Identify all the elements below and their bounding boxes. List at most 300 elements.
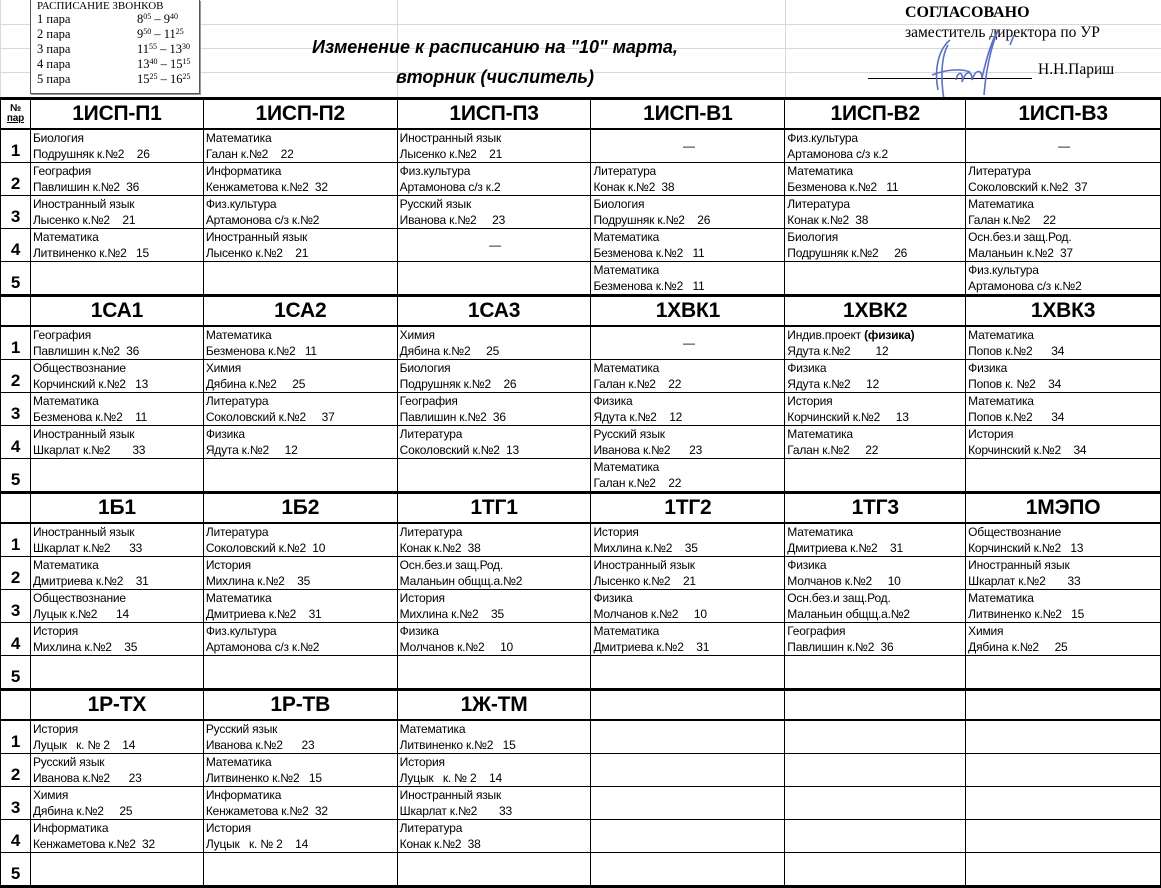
lesson-cell[interactable] — [785, 623, 966, 656]
group-name — [591, 690, 785, 721]
lesson-cell[interactable] — [591, 326, 785, 360]
subject-text: История — [399, 591, 445, 605]
lesson-subject — [33, 623, 203, 639]
group-name: 1ИСП-В3 — [966, 99, 1161, 130]
lesson-cell[interactable] — [203, 196, 397, 229]
lesson-cell[interactable] — [30, 229, 203, 262]
group-name: 1ХВК2 — [785, 296, 966, 327]
lesson-cell[interactable] — [591, 360, 785, 393]
lesson-subject — [33, 721, 203, 737]
lesson-subject — [33, 196, 203, 212]
lesson-cell[interactable] — [591, 754, 785, 787]
time-minutes: 05 — [143, 12, 152, 21]
lesson-cell[interactable] — [397, 754, 591, 787]
lesson-cell[interactable] — [203, 623, 397, 656]
lesson-teacher-room: Луцык к. № 2 14 — [205, 837, 309, 851]
lesson-cell[interactable] — [397, 787, 591, 820]
lesson-teacher-room: Конак к.№2 38 — [593, 180, 675, 194]
lesson-cell[interactable] — [397, 229, 591, 262]
lesson-cell[interactable] — [203, 523, 397, 557]
lesson-cell[interactable] — [966, 523, 1161, 557]
bell-time: $8^{05} - 9^{40}$ — [137, 12, 178, 26]
time-hours: 15 — [170, 57, 183, 71]
lesson-teacher-room: Корчинский к.№2 13 — [787, 410, 909, 424]
pair-number: 4 — [1, 820, 31, 853]
lesson-cell[interactable] — [966, 393, 1161, 426]
subject-text: Физика — [968, 361, 1008, 375]
lesson-cell[interactable] — [591, 656, 785, 690]
pair-number: 2 — [1, 754, 31, 787]
pair-number: 3 — [1, 196, 31, 229]
subject-text: Математика — [787, 427, 853, 441]
lesson-subject — [400, 721, 591, 737]
subject-text: Математика — [968, 591, 1034, 605]
lesson-cell[interactable] — [203, 590, 397, 623]
bell-row — [37, 57, 199, 72]
time-minutes: 25 — [182, 72, 191, 81]
lesson-cell[interactable] — [966, 360, 1161, 393]
subject-text: Математика — [205, 755, 272, 769]
subject-text: История — [205, 558, 251, 572]
lesson-subject — [400, 590, 591, 606]
lesson-cell[interactable] — [591, 163, 785, 196]
lesson-subject — [968, 524, 1160, 540]
lesson-cell[interactable] — [966, 590, 1161, 623]
pair-number: 1 — [1, 523, 31, 557]
lesson-subject — [787, 229, 965, 245]
lesson-subject — [400, 393, 591, 409]
subject-text: Литература — [205, 525, 269, 539]
subject-text: Физика — [787, 361, 827, 375]
group-name: 1ИСП-П2 — [203, 99, 397, 130]
lesson-teacher-room: Соколовский к.№2 10 — [205, 541, 326, 555]
lesson-cell[interactable] — [203, 229, 397, 262]
subject-text: Физ.культура — [787, 131, 858, 145]
lesson-teacher-room: Дябина к.№2 25 — [205, 377, 306, 391]
lesson-cell[interactable] — [966, 196, 1161, 229]
lesson-cell[interactable] — [785, 853, 966, 887]
subject-text: Физ.культура — [205, 197, 277, 211]
pair-number: 5 — [1, 853, 31, 887]
lesson-subject — [593, 262, 784, 278]
group-name: 1ТГ2 — [591, 493, 785, 524]
group-name: 1ТГ3 — [785, 493, 966, 524]
lesson-subject — [593, 426, 784, 442]
lesson-cell[interactable] — [397, 820, 591, 853]
lesson-cell[interactable] — [30, 393, 203, 426]
lesson-cell[interactable] — [203, 557, 397, 590]
lesson-cell[interactable] — [591, 853, 785, 887]
lesson-cell[interactable] — [785, 360, 966, 393]
lesson-teacher-room: Безменова к.№2 11 — [205, 344, 317, 358]
lesson-cell[interactable] — [397, 360, 591, 393]
subject-text: Иностранный язык — [593, 558, 695, 572]
lesson-subject — [33, 524, 203, 540]
lesson-subject — [206, 787, 397, 803]
lesson-teacher-room: Лысенко к.№2 21 — [593, 574, 696, 588]
lesson-cell[interactable] — [30, 754, 203, 787]
pair-number: 5 — [1, 262, 31, 296]
lesson-teacher-room: Маланьин общщ.а.№2 — [787, 607, 910, 621]
subject-text: Математика — [968, 328, 1034, 342]
lesson-cell[interactable] — [785, 590, 966, 623]
lesson-row — [1, 623, 1161, 656]
pair-number: 1 — [1, 326, 31, 360]
lesson-cell[interactable] — [591, 196, 785, 229]
no-lesson-dash: — — [489, 238, 501, 252]
lesson-cell[interactable] — [203, 426, 397, 459]
lesson-subject — [33, 327, 203, 343]
lesson-teacher-room: Шкарлат к.№2 33 — [32, 443, 146, 457]
lesson-teacher-room: Литвиненко к.№2 15 — [205, 771, 322, 785]
lesson-cell[interactable] — [591, 426, 785, 459]
subject-text: Осн.без.и защ.Род. — [787, 591, 891, 605]
lesson-cell[interactable] — [30, 262, 203, 296]
time-minutes: 25 — [175, 27, 184, 36]
lesson-subject — [400, 360, 591, 376]
lesson-subject — [787, 393, 965, 409]
lesson-teacher-room: Безменова к.№2 11 — [593, 246, 705, 260]
lesson-cell[interactable] — [785, 787, 966, 820]
subject-text: Математика — [205, 131, 272, 145]
lesson-teacher-room: Безменова к.№2 11 — [787, 180, 899, 194]
lesson-teacher-room: Шкарлат к.№2 33 — [968, 574, 1081, 588]
lesson-subject — [593, 459, 784, 475]
lesson-subject — [206, 623, 397, 639]
lesson-teacher-room: Ядута к.№2 12 — [205, 443, 298, 457]
lesson-teacher-room: Попов к. №2 34 — [968, 377, 1062, 391]
lesson-cell[interactable] — [966, 720, 1161, 754]
lesson-teacher-room: Дмитриева к.№2 31 — [787, 541, 903, 555]
lesson-cell[interactable] — [785, 393, 966, 426]
lesson-cell[interactable] — [966, 557, 1161, 590]
lesson-cell[interactable] — [591, 820, 785, 853]
lesson-cell[interactable] — [966, 853, 1161, 887]
lesson-cell[interactable] — [591, 393, 785, 426]
lesson-row — [1, 163, 1161, 196]
pair-number: 5 — [1, 656, 31, 690]
lesson-teacher-room: Попов к.№2 34 — [968, 410, 1065, 424]
lesson-subject — [968, 262, 1160, 278]
no-lesson-dash: — — [1058, 139, 1070, 153]
lesson-cell[interactable] — [966, 623, 1161, 656]
subject-text: Биология — [593, 197, 645, 211]
lesson-cell[interactable] — [397, 129, 591, 163]
no-lesson-dash: — — [682, 336, 695, 350]
lesson-cell[interactable] — [785, 656, 966, 690]
subject-text: Математика — [593, 230, 660, 244]
subject-text: Математика — [32, 558, 99, 572]
subject-text: История — [32, 722, 79, 736]
lesson-cell[interactable] — [591, 129, 785, 163]
lesson-cell[interactable] — [203, 787, 397, 820]
time-hours: 11 — [163, 27, 176, 41]
lesson-subject — [400, 787, 591, 803]
lesson-cell[interactable] — [203, 820, 397, 853]
lesson-subject — [206, 360, 397, 376]
bell-schedule-title: РАСПИСАНИЕ ЗВОНКОВ — [37, 0, 164, 12]
lesson-cell[interactable] — [30, 656, 203, 690]
lesson-teacher-room: Подрушняк к.№2 26 — [399, 377, 517, 391]
group-name: 1Р-ТВ — [203, 690, 397, 721]
lesson-teacher-room: Артамонова с/з к.№2 — [968, 279, 1082, 293]
subject-text: Индив.проект — [787, 328, 861, 342]
time-minutes: 25 — [149, 72, 158, 81]
lesson-cell[interactable] — [785, 557, 966, 590]
lesson-teacher-room: Луцык к. № 2 14 — [32, 738, 136, 752]
group-name: 1ИСП-В2 — [785, 99, 966, 130]
lesson-row — [1, 820, 1161, 853]
lesson-cell[interactable] — [397, 262, 591, 296]
lesson-subject — [593, 590, 784, 606]
lesson-cell[interactable] — [591, 459, 785, 493]
pair-number-header — [1, 493, 31, 524]
lesson-teacher-room: Подрушняк к.№2 26 — [32, 147, 150, 161]
subject-text: Русский язык — [205, 722, 278, 736]
lesson-cell[interactable] — [397, 196, 591, 229]
lesson-cell[interactable] — [203, 129, 397, 163]
lesson-teacher-room: Иванова к.№2 23 — [593, 443, 703, 457]
lesson-cell[interactable] — [30, 426, 203, 459]
lesson-teacher-room: Артамонова с/з к.№2 — [205, 640, 320, 654]
lesson-cell[interactable] — [785, 262, 966, 296]
approval-heading: СОГЛАСОВАНО — [905, 4, 1030, 21]
lesson-cell[interactable] — [966, 787, 1161, 820]
bell-pair: 2 пара — [37, 27, 71, 41]
lesson-cell[interactable] — [785, 426, 966, 459]
time-hours: 16 — [170, 72, 183, 86]
lesson-teacher-room: Кенжаметова к.№2 32 — [32, 837, 155, 851]
lesson-subject — [206, 327, 397, 343]
lesson-subject — [593, 360, 784, 376]
group-name: 1ИСП-В1 — [591, 99, 785, 130]
lesson-subject — [968, 393, 1160, 409]
lesson-cell[interactable] — [30, 523, 203, 557]
lesson-cell[interactable] — [966, 229, 1161, 262]
lesson-cell[interactable] — [785, 720, 966, 754]
lesson-cell[interactable] — [30, 163, 203, 196]
subject-text: Литература — [593, 164, 657, 178]
subject-text: Информатика — [205, 164, 282, 178]
lesson-teacher-room: Дябина к.№2 25 — [399, 344, 500, 358]
lesson-cell[interactable] — [785, 754, 966, 787]
lesson-cell[interactable] — [785, 326, 966, 360]
lesson-cell[interactable] — [397, 557, 591, 590]
lesson-cell[interactable] — [966, 262, 1161, 296]
lesson-cell[interactable] — [203, 459, 397, 493]
approval-block — [820, 0, 1161, 97]
lesson-cell[interactable] — [397, 853, 591, 887]
lesson-cell[interactable] — [397, 163, 591, 196]
lesson-teacher-room: Шкарлат к.№2 33 — [399, 804, 512, 818]
lesson-cell[interactable] — [397, 656, 591, 690]
lesson-row — [1, 787, 1161, 820]
subject-text: История — [593, 525, 639, 539]
lesson-cell[interactable] — [785, 523, 966, 557]
lesson-cell[interactable] — [785, 459, 966, 493]
lesson-cell[interactable] — [30, 557, 203, 590]
lesson-cell[interactable] — [30, 360, 203, 393]
pair-number: 4 — [1, 229, 31, 262]
lesson-row — [1, 262, 1161, 296]
lesson-row — [1, 590, 1161, 623]
lesson-cell[interactable] — [30, 853, 203, 887]
subject-text: Физика — [787, 558, 827, 572]
pair-number: 3 — [1, 590, 31, 623]
lesson-subject — [33, 229, 203, 245]
lesson-cell[interactable] — [30, 590, 203, 623]
lesson-cell[interactable] — [785, 820, 966, 853]
lesson-cell[interactable] — [966, 459, 1161, 493]
subject-text: История — [968, 427, 1014, 441]
subject-text: Иностранный язык — [399, 131, 502, 145]
lesson-subject — [787, 130, 965, 146]
subject-text: Физ.культура — [205, 624, 277, 638]
subject-text: Биология — [787, 230, 839, 244]
lesson-teacher-room: Ядута к.№2 12 — [787, 344, 889, 358]
lesson-cell[interactable] — [30, 326, 203, 360]
lesson-teacher-room: Павлишин к.№2 36 — [787, 640, 894, 654]
lesson-teacher-room: Конак к.№2 38 — [399, 541, 481, 555]
lesson-cell[interactable] — [30, 820, 203, 853]
lesson-cell[interactable] — [591, 557, 785, 590]
lesson-cell[interactable] — [591, 262, 785, 296]
subject-text: Иностранный язык — [968, 558, 1070, 572]
lesson-row — [1, 459, 1161, 493]
bell-pair: 5 пара — [37, 72, 71, 86]
lesson-teacher-room: Литвиненко к.№2 15 — [968, 607, 1085, 621]
lesson-cell[interactable] — [397, 426, 591, 459]
subject-text: Математика — [787, 164, 853, 178]
pair-number: 1 — [1, 720, 31, 754]
group-name: 1ТГ1 — [397, 493, 591, 524]
lesson-teacher-room: Михлина к.№2 35 — [205, 574, 311, 588]
lesson-teacher-room: Артамонова с/з к.№2 — [205, 213, 320, 227]
lesson-subject — [206, 393, 397, 409]
lesson-cell[interactable] — [30, 623, 203, 656]
lesson-row — [1, 229, 1161, 262]
lesson-cell[interactable] — [966, 426, 1161, 459]
lesson-cell[interactable] — [966, 754, 1161, 787]
lesson-teacher-room: Попов к.№2 34 — [968, 344, 1065, 358]
approver-name: Н.Н.Париш — [1038, 61, 1115, 78]
lesson-cell[interactable] — [203, 720, 397, 754]
lesson-subject — [968, 557, 1160, 573]
lesson-teacher-room: Безменова к.№2 11 — [593, 279, 705, 293]
lesson-cell[interactable] — [785, 129, 966, 163]
lesson-cell[interactable] — [203, 262, 397, 296]
lesson-cell[interactable] — [785, 196, 966, 229]
lesson-teacher-room: Маланьин к.№2 37 — [968, 246, 1073, 260]
lesson-cell[interactable] — [785, 163, 966, 196]
time-minutes: 30 — [182, 42, 191, 51]
lesson-cell[interactable] — [591, 523, 785, 557]
lesson-cell[interactable] — [30, 787, 203, 820]
lesson-cell[interactable] — [591, 623, 785, 656]
lesson-cell[interactable] — [591, 590, 785, 623]
bell-row — [37, 12, 199, 27]
lesson-cell[interactable] — [397, 326, 591, 360]
lesson-cell[interactable] — [30, 129, 203, 163]
lesson-cell[interactable] — [966, 820, 1161, 853]
pair-number: 2 — [1, 557, 31, 590]
lesson-cell[interactable] — [966, 129, 1161, 163]
lesson-subject — [968, 623, 1160, 639]
lesson-cell[interactable] — [397, 623, 591, 656]
lesson-cell[interactable] — [30, 720, 203, 754]
time-minutes: 55 — [149, 42, 158, 51]
no-lesson-dash: — — [682, 139, 695, 153]
page-title — [250, 32, 740, 92]
group-header-row — [1, 493, 1161, 524]
lesson-cell[interactable] — [397, 459, 591, 493]
lesson-row — [1, 656, 1161, 690]
subject-text: Осн.без.и защ.Род. — [968, 230, 1072, 244]
lesson-cell[interactable] — [966, 656, 1161, 690]
lesson-cell[interactable] — [397, 590, 591, 623]
lesson-teacher-room: Павлишин к.№2 36 — [399, 410, 506, 424]
lesson-cell[interactable] — [591, 229, 785, 262]
lesson-cell[interactable] — [203, 360, 397, 393]
lesson-cell[interactable] — [30, 196, 203, 229]
lesson-teacher-room: Шкарлат к.№2 33 — [32, 541, 143, 555]
subject-text: Физика — [205, 427, 245, 441]
subject-text: Литература — [968, 164, 1031, 178]
lesson-cell[interactable] — [397, 720, 591, 754]
lesson-cell[interactable] — [203, 656, 397, 690]
pair-number: 2 — [1, 163, 31, 196]
lesson-subject — [400, 524, 591, 540]
lesson-row — [1, 523, 1161, 557]
lesson-cell[interactable] — [591, 720, 785, 754]
subject-text: Иностранный язык — [32, 197, 135, 211]
lesson-teacher-room: Луцык к. № 2 14 — [399, 771, 502, 785]
subject-text: Иностранный язык — [399, 788, 502, 802]
lesson-cell[interactable] — [203, 754, 397, 787]
lesson-teacher-room: Молчанов к.№2 10 — [593, 607, 707, 621]
lesson-cell[interactable] — [966, 163, 1161, 196]
lesson-subject — [33, 590, 203, 606]
subject-text: Математика — [593, 361, 660, 375]
lesson-cell[interactable] — [203, 163, 397, 196]
subject-text: История — [787, 394, 833, 408]
lesson-cell[interactable] — [203, 393, 397, 426]
subject-text: Математика — [399, 722, 466, 736]
lesson-cell[interactable] — [785, 229, 966, 262]
pair-number: 4 — [1, 426, 31, 459]
lesson-cell[interactable] — [966, 326, 1161, 360]
lesson-row — [1, 720, 1161, 754]
subject-text: Литература — [399, 427, 463, 441]
subject-text: Химия — [399, 328, 435, 342]
lesson-subject — [206, 820, 397, 836]
lesson-teacher-room: Галан к.№2 22 — [787, 443, 879, 457]
lesson-teacher-room: Галан к.№2 22 — [593, 476, 682, 490]
bell-time: $11^{55} - 13^{30}$ — [137, 42, 191, 56]
lesson-cell[interactable] — [30, 459, 203, 493]
lesson-cell[interactable] — [203, 326, 397, 360]
lesson-subject — [206, 130, 397, 146]
group-name: 1СА3 — [397, 296, 591, 327]
lesson-teacher-room: Корчинский к.№2 13 — [32, 377, 149, 391]
lesson-cell[interactable] — [397, 523, 591, 557]
approval-position: заместитель директора по УР — [905, 24, 1100, 41]
lesson-cell[interactable] — [203, 853, 397, 887]
lesson-cell[interactable] — [397, 393, 591, 426]
subject-text: Химия — [205, 361, 242, 375]
lesson-subject — [400, 327, 591, 343]
lesson-cell[interactable] — [591, 787, 785, 820]
